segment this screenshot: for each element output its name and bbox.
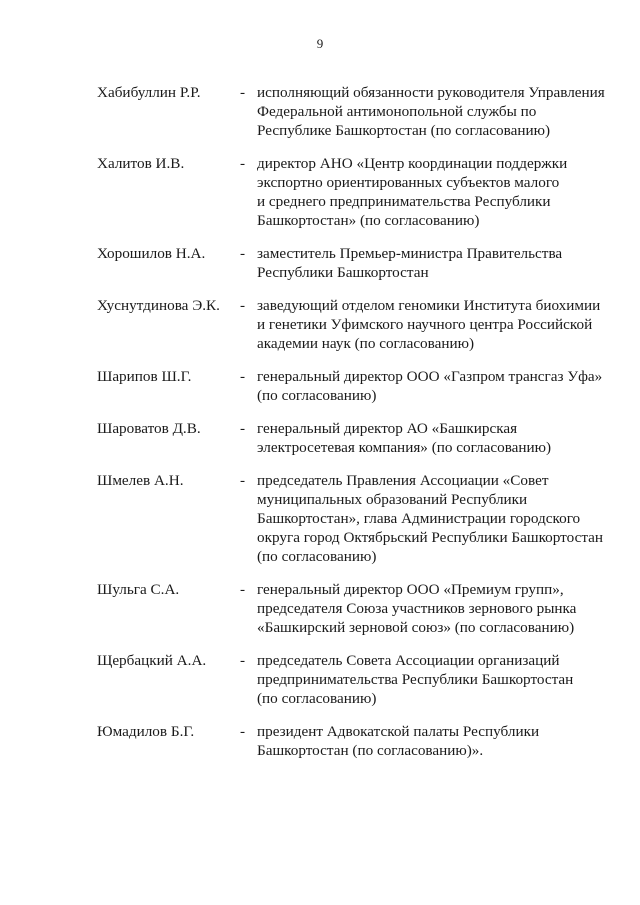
member-description	[257, 83, 617, 140]
member-dash: -	[240, 652, 246, 669]
member-description	[257, 296, 617, 353]
member-description-line: электросетевая компания» (по согласованию)	[257, 439, 552, 456]
member-description-line: Башкортостан» (по согласованию)	[257, 212, 480, 229]
member-description-line: (по согласованию)	[257, 548, 377, 565]
member-description	[257, 367, 617, 405]
member-entry	[97, 296, 617, 353]
member-description-line: председатель Правления Ассоциации «Совет	[257, 472, 549, 489]
member-description-line: генеральный директор ООО «Газпром трансгаз Уфа»	[257, 368, 603, 385]
member-name: Шульга С.А.	[97, 581, 180, 598]
member-description-line: председатель Совета Ассоциации организаций	[257, 652, 560, 669]
member-description	[257, 722, 617, 760]
member-description-line: заместитель Премьер-министра Правительства	[257, 245, 563, 262]
page-number: 9	[316, 36, 324, 51]
member-description-line: «Башкирский зерновой союз» (по согласованию)	[257, 619, 575, 636]
member-entry	[97, 83, 617, 140]
member-description-line: директор АНО «Центр координации поддержки	[257, 155, 568, 172]
member-dash: -	[240, 472, 246, 489]
member-description-line: президент Адвокатской палаты Республики	[257, 723, 540, 740]
member-description-line: Башкортостан (по согласованию)».	[257, 742, 484, 759]
member-entry	[97, 367, 617, 405]
member-description-line: муниципальных образований Республики	[257, 491, 528, 508]
member-name: Шмелев А.Н.	[97, 472, 184, 489]
member-dash: -	[240, 420, 246, 437]
member-description-line: академии наук (по согласованию)	[257, 335, 475, 352]
member-dash: -	[240, 245, 246, 262]
member-name: Хуснутдинова Э.К.	[97, 297, 220, 314]
member-entry	[97, 471, 617, 566]
member-entry	[97, 244, 617, 282]
member-description-line: председателя Союза участников зернового рынка	[257, 600, 577, 617]
member-description	[257, 580, 617, 637]
member-name: Хорошилов Н.А.	[97, 245, 206, 262]
member-description-line: округа город Октябрьский Республики Башкортостан	[257, 529, 604, 546]
member-description-line: генеральный директор АО «Башкирская	[257, 420, 518, 437]
member-entry	[97, 419, 617, 457]
member-description-line: генеральный директор ООО «Премиум групп»,	[257, 581, 564, 598]
member-description-line: исполняющий обязанности руководителя Управления	[257, 84, 605, 101]
member-dash: -	[240, 297, 246, 314]
member-description-line: Федеральной антимонопольной службы по	[257, 103, 537, 120]
member-entry	[97, 722, 617, 760]
member-dash: -	[240, 368, 246, 385]
member-description-line: (по согласованию)	[257, 387, 377, 404]
member-description	[257, 651, 617, 708]
member-description-line: Республике Башкортостан (по согласованию)	[257, 122, 551, 139]
member-dash: -	[240, 581, 246, 598]
member-description-line: экспортно ориентированных субъектов малого	[257, 174, 560, 191]
member-name: Хабибуллин Р.Р.	[97, 84, 201, 101]
member-dash: -	[240, 723, 246, 740]
member-entry	[97, 154, 617, 230]
member-description-line: заведующий отделом геномики Института биохимии	[257, 297, 601, 314]
member-description-line: (по согласованию)	[257, 690, 377, 707]
member-description	[257, 419, 617, 457]
member-description-line: и генетики Уфимского научного центра Российской	[257, 316, 593, 333]
member-description-line: Республики Башкортостан	[257, 264, 429, 281]
member-description	[257, 471, 617, 566]
member-description	[257, 244, 617, 282]
member-dash: -	[240, 84, 246, 101]
member-description-line: предпринимательства Республики Башкортостан	[257, 671, 574, 688]
member-description	[257, 154, 617, 230]
member-dash: -	[240, 155, 246, 172]
member-name: Шароватов Д.В.	[97, 420, 201, 437]
member-entry	[97, 580, 617, 637]
member-description-line: Башкортостан», глава Администрации городского	[257, 510, 581, 527]
member-name: Щербацкий А.А.	[97, 652, 207, 669]
member-roster	[97, 83, 617, 774]
member-entry	[97, 651, 617, 708]
member-name: Юмадилов Б.Г.	[97, 723, 195, 740]
member-name: Халитов И.В.	[97, 155, 185, 172]
member-name: Шарипов Ш.Г.	[97, 368, 192, 385]
member-description-line: и среднего предпринимательства Республики	[257, 193, 551, 210]
